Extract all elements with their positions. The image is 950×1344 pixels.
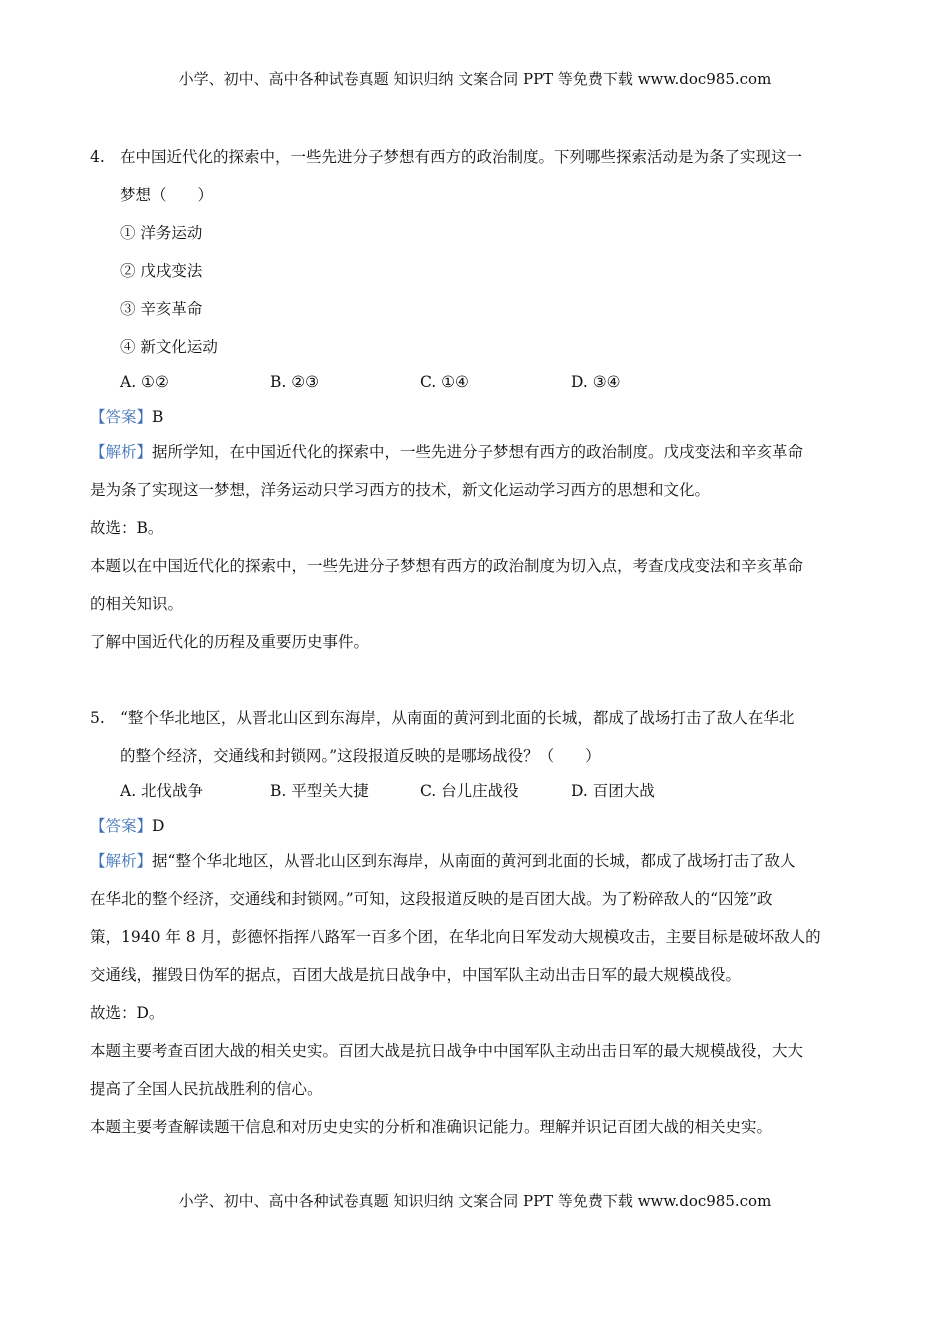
analysis-text: 据“整个华北地区，从晋北山区到东海岸，从南面的黄河到北面的长城，都成了战场打击了敌人 bbox=[152, 852, 796, 870]
question-5-option-c: C. 台儿庄战役 bbox=[420, 782, 519, 800]
question-5-number: 5. bbox=[90, 709, 105, 727]
question-4-option-b: B. ②③ bbox=[270, 373, 320, 391]
answer-tag: 【答案】 bbox=[90, 408, 153, 426]
question-5-stem-line1: “整个华北地区，从晋北山区到东海岸，从南面的黄河到北面的长城，都成了战场打击了敌人在华北 bbox=[120, 709, 795, 727]
question-5-option-a: A. 北伐战争 bbox=[120, 782, 204, 800]
question-5-note1-line1: 本题主要考查百团大战的相关史实。百团大战是抗日战争中中国军队主动出击日军的最大规模战役，大大 bbox=[90, 1042, 804, 1060]
question-4-number: 4. bbox=[90, 148, 105, 166]
question-4-analysis-line1 bbox=[90, 441, 803, 463]
question-5-analysis-line1 bbox=[90, 850, 795, 872]
question-5-note2: 本题主要考查解读题干信息和对历史史实的分析和准确识记能力。理解并识记百团大战的相关史实。 bbox=[90, 1118, 773, 1136]
question-4-stem-line1: 在中国近代化的探索中，一些先进分子梦想有西方的政治制度。下列哪些探索活动是为条了实现这一 bbox=[120, 148, 803, 166]
question-5-note1-line2: 提高了全国人民抗战胜利的信心。 bbox=[90, 1080, 323, 1098]
question-5-analysis-line3: 策，1940 年 8 月，彭德怀指挥八路军一百多个团，在华北向日军发动大规模攻击，主要目标是破坏敌人的 bbox=[90, 928, 821, 946]
analysis-tag: 【解析】 bbox=[90, 443, 153, 461]
answer-value: D bbox=[152, 817, 165, 835]
question-5-analysis-line2: 在华北的整个经济，交通线和封锁网。”可知，这段报道反映的是百团大战。为了粉碎敌人的“囚笼”政 bbox=[90, 890, 773, 908]
analysis-tag: 【解析】 bbox=[90, 852, 153, 870]
question-5-choice: 故选：D。 bbox=[90, 1004, 165, 1022]
question-4-option-a: A. ①② bbox=[120, 373, 169, 391]
question-4-choice: 故选：B。 bbox=[90, 519, 164, 537]
question-4-item-2: ② 戊戌变法 bbox=[120, 262, 203, 280]
question-4-option-c: C. ①④ bbox=[420, 373, 469, 391]
answer-value: B bbox=[152, 408, 164, 426]
question-4-note1-line2: 的相关知识。 bbox=[90, 595, 184, 613]
page-footer: 小学、初中、高中各种试卷真题 知识归纳 文案合同 PPT 等免费下载 www.doc985.com bbox=[178, 1192, 772, 1210]
question-4-item-3: ③ 辛亥革命 bbox=[120, 300, 203, 318]
answer-tag: 【答案】 bbox=[90, 817, 153, 835]
question-5-answer bbox=[90, 815, 164, 837]
analysis-text: 据所学知，在中国近代化的探索中，一些先进分子梦想有西方的政治制度。戊戌变法和辛亥革命 bbox=[152, 443, 804, 461]
question-4-stem-line2: 梦想（ ） bbox=[120, 186, 214, 204]
question-4-answer bbox=[90, 406, 163, 428]
question-4-item-1: ① 洋务运动 bbox=[120, 224, 203, 242]
page-header: 小学、初中、高中各种试卷真题 知识归纳 文案合同 PPT 等免费下载 www.doc985.com bbox=[178, 70, 772, 88]
question-4-item-4: ④ 新文化运动 bbox=[120, 338, 218, 356]
question-4-option-d: D. ③④ bbox=[571, 373, 621, 391]
question-5-analysis-line4: 交通线，摧毁日伪军的据点，百团大战是抗日战争中，中国军队主动出击日军的最大规模战役。 bbox=[90, 966, 742, 984]
question-4-analysis-line2: 是为条了实现这一梦想，洋务运动只学习西方的技术，新文化运动学习西方的思想和文化。 bbox=[90, 481, 711, 499]
question-5-stem-line2: 的整个经济，交通线和封锁网。”这段报道反映的是哪场战役？（ ） bbox=[120, 747, 601, 765]
question-5-option-b: B. 平型关大捷 bbox=[270, 782, 369, 800]
question-4-note1-line1: 本题以在中国近代化的探索中，一些先进分子梦想有西方的政治制度为切入点，考查戊戌变法和辛亥革命 bbox=[90, 557, 804, 575]
question-4-note2: 了解中国近代化的历程及重要历史事件。 bbox=[90, 633, 370, 651]
question-5-option-d: D. 百团大战 bbox=[571, 782, 655, 800]
